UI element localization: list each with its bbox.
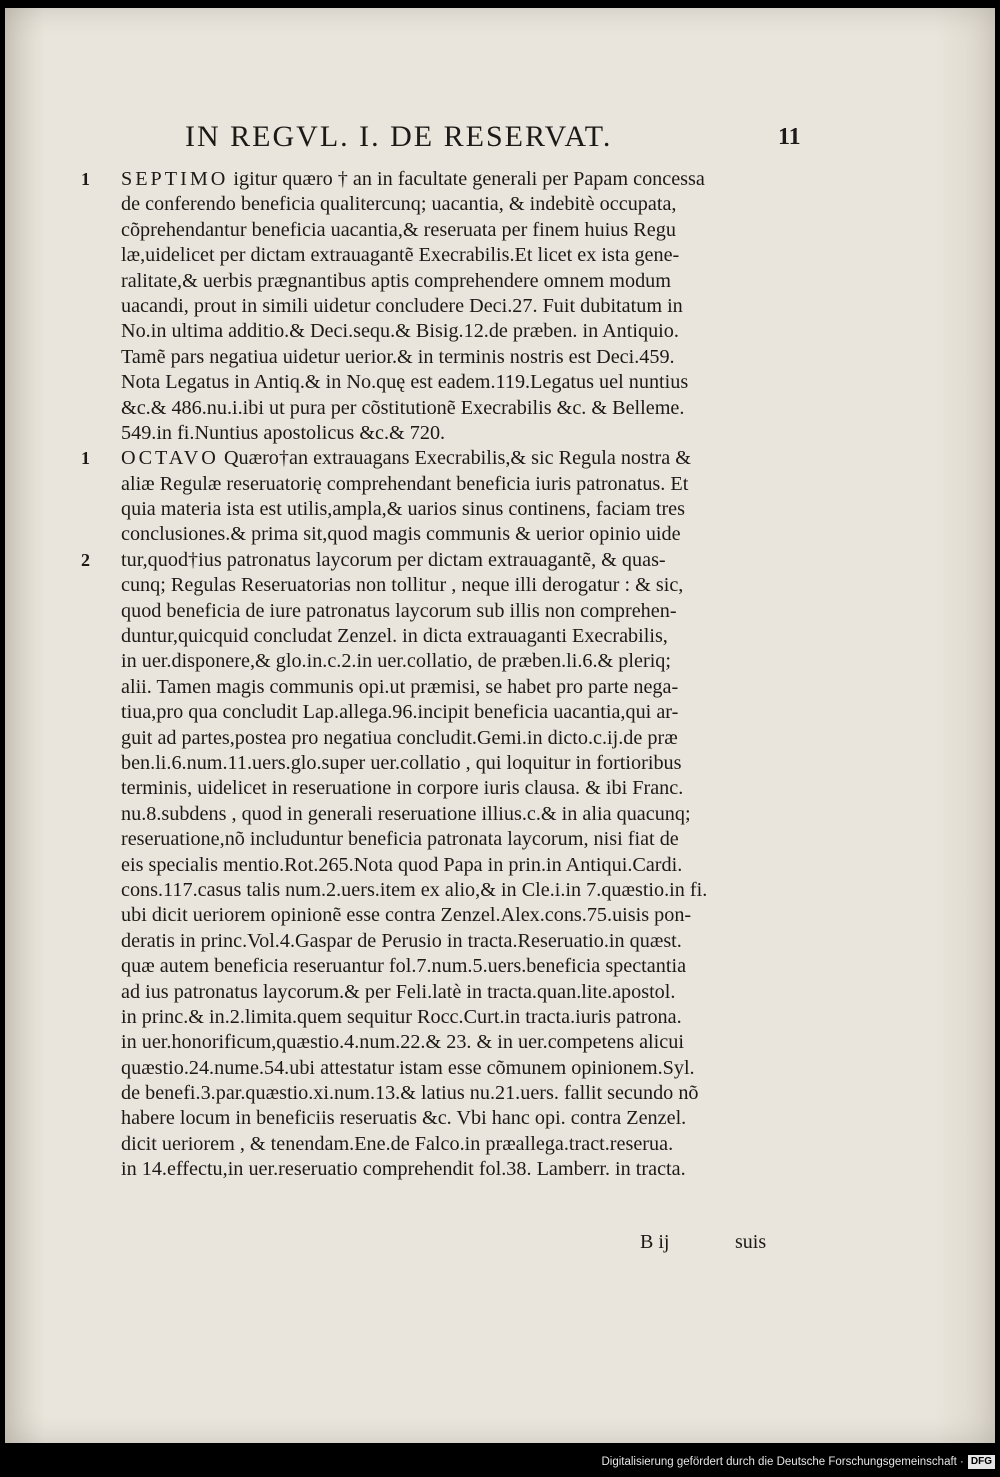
text-line: 549.in fi.Nuntius apostolicus &c.& 720. — [121, 421, 446, 444]
text-line: quæ autem beneficia reseruantur fol.7.num.5.uers.beneficia spectantia — [121, 955, 687, 978]
text-line: uacandi, prout in simili uidetur concludere Deci.27. Fuit dubitatum in — [121, 294, 683, 317]
line-text: Quæro†an extrauagans Execrabilis,& sic Regula nostra & — [223, 447, 691, 470]
lead-word: OCTAVO — [121, 447, 219, 470]
text-line: No.in ultima additio.& Deci.sequ.& Bisig.12.de præben. in Antiquio. — [121, 320, 679, 343]
text-line — [81, 167, 797, 192]
text-line: quod beneficia de iure patronatus laycorum sub illis non comprehen- — [121, 599, 677, 622]
text-line: in princ.& in.2.limita.quem sequitur Rocc.Curt.in tracta.iuris patrona. — [121, 1005, 682, 1028]
text-line: tiua,pro qua concludit Lap.allega.96.incipit beneficia uacantia,qui ar- — [121, 701, 679, 724]
text-line: deratis in princ.Vol.4.Gaspar de Perusio in tracta.Reseruatio.in quæst. — [121, 929, 682, 952]
lead-word: SEPTIMO — [121, 168, 229, 190]
text-line: ben.li.6.num.11.uers.glo.super uer.collatio , qui loquitur in fortioribus — [121, 751, 682, 774]
text-line: ad ius patronatus laycorum.& per Feli.latè in tracta.quan.lite.apostol. — [121, 980, 676, 1003]
margin-number: 1 — [81, 169, 90, 189]
margin-number: 1 — [81, 448, 90, 469]
text-line: de conferendo beneficia qualitercunq; uacantia, & indebitè occupata, — [121, 193, 677, 216]
text-line: Nota Legatus in Antiq.& in No.quę est eadem.119.Legatus uel nuntius — [121, 371, 689, 394]
text-line: in 14.effectu,in uer.reseruatio comprehendit fol.38. Lamberr. in tracta. — [121, 1158, 686, 1181]
text-line: quia materia ista est utilis,ampla,& uarios sinus continens, faciam tres — [121, 498, 685, 521]
text-line: aliæ Regulæ reseruatorię comprehendant beneficia iuris patronatus. Et — [121, 472, 689, 495]
running-head: IN REGVL. I. DE RESERVAT. — [185, 120, 613, 153]
text-line: de benefi.3.par.quæstio.xi.num.13.& latius nu.21.uers. fallit secundo nõ — [121, 1082, 699, 1105]
text-line: cunq; Regulas Reseruatorias non tollitur , neque illi derogatur : & sic, — [121, 574, 684, 597]
dfg-logo: DFG — [968, 1455, 995, 1469]
text-line: reseruatione,nõ includuntur beneficia patronata laycorum, nisi fiat de — [121, 828, 679, 851]
text-line: quæstio.24.nume.54.ubi attestatur istam esse cõmunem opinionem.Syl. — [121, 1056, 695, 1079]
text-line — [81, 446, 797, 471]
line-text: igitur quæro † an in facultate generali per Papam concessa — [233, 168, 705, 190]
text-line: habere locum in beneficiis reseruatis &c. Vbi hanc opi. contra Zenzel. — [121, 1107, 687, 1130]
text-line: ubi dicit ueriorem opinionẽ esse contra Zenzel.Alex.cons.75.uisis pon- — [121, 904, 692, 927]
text-line: dicit ueriorem , & tenendam.Ene.de Falco.in præallega.tract.reserua. — [121, 1132, 674, 1155]
footer-text: Digitalisierung gefördert durch die Deutsche Forschungsgemeinschaft · — [601, 1456, 964, 1469]
text-line: cons.117.casus talis num.2.uers.item ex alio,& in Cle.i.in 7.quæstio.in fi. — [121, 878, 708, 901]
text-line — [81, 548, 797, 573]
text-line: læ,uidelicet per dictam extrauagantẽ Execrabilis.Et licet ex ista gene- — [121, 244, 680, 267]
text-line: guit ad partes,postea pro negatiua concludit.Gemi.in dicto.c.ij.de præ — [121, 726, 678, 749]
book-page — [5, 8, 995, 1443]
text-line: in uer.disponere,& glo.in.c.2.in uer.collatio, de præben.li.6.& pleriq; — [121, 650, 671, 673]
text-block — [81, 167, 797, 1183]
margin-number: 2 — [81, 549, 90, 570]
text-line: &c.& 486.nu.i.ibi ut pura per cõstitutionẽ Execrabilis &c. & Belleme. — [121, 396, 685, 419]
text-line: terminis, uidelicet in reseruatione in corpore iuris clausa. & ibi Franc. — [121, 777, 684, 800]
line-text: tur,quod†ius patronatus laycorum per dictam extrauagantẽ, & quas- — [121, 548, 666, 571]
text-line: conclusiones.& prima sit,quod magis communis & uerior opinio uide — [121, 523, 681, 546]
signature-mark: B ij — [640, 1231, 670, 1253]
catchword: suis — [735, 1231, 767, 1253]
text-line: ralitate,& uerbis prægnantibus aptis comprehendere omnem modum — [121, 269, 671, 292]
digitization-footer — [600, 1455, 995, 1473]
text-line: Tamẽ pars negatiua uidetur uerior.& in terminis nostris est Deci.459. — [121, 345, 675, 368]
text-line: cõprehendantur beneficia uacantia,& reseruata per finem huius Regu — [121, 218, 676, 241]
text-line: eis specialis mentio.Rot.265.Nota quod Papa in prin.in Antiqui.Cardi. — [121, 853, 683, 876]
text-line: alii. Tamen magis communis opi.ut præmisi, se habet pro parte nega- — [121, 675, 679, 698]
signature-catchword-line — [640, 1231, 766, 1254]
folio-number: 11 — [778, 124, 801, 150]
text-line: in uer.honorificum,quæstio.4.num.22.& 23. & in uer.competens alicui — [121, 1031, 684, 1054]
text-line: duntur,quicquid concludat Zenzel. in dicta extrauaganti Execrabilis, — [121, 625, 668, 648]
text-line: nu.8.subdens , quod in generali reseruatione illius.c.& in alia quacunq; — [121, 802, 691, 825]
